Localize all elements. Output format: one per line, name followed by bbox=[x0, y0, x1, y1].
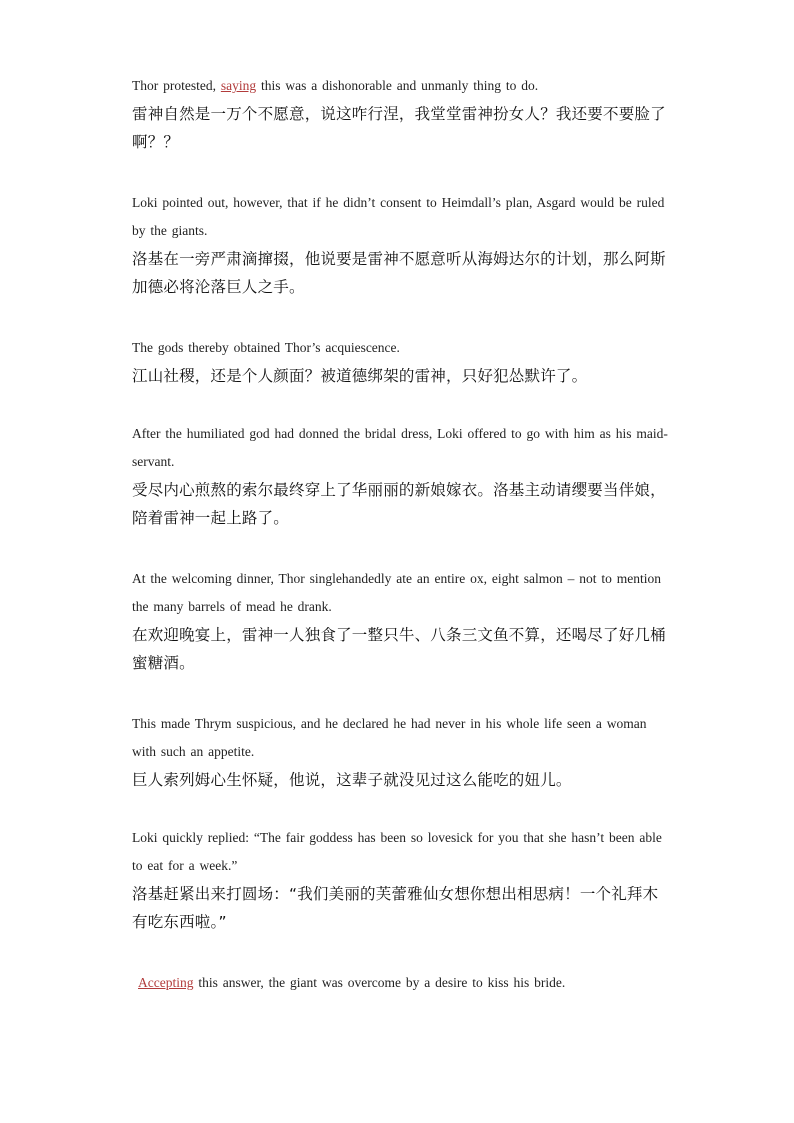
english-sentence: After the humiliated god had donned the bridal dress, Loki offered to go with him as his maid-servant. bbox=[132, 426, 668, 469]
chinese-translation: 受尽内心煎熬的索尔最终穿上了华丽丽的新娘嫁衣。洛基主动请缨要当伴娘，陪着雷神一起上路了。 bbox=[132, 481, 666, 527]
english-sentence: This made Thrym suspicious, and he declared he had never in his whole life seen a woman with such an appetite. bbox=[132, 716, 647, 759]
paragraph-3 bbox=[132, 334, 672, 390]
chinese-translation: 江山社稷，还是个人颜面？被道德绑架的雷神，只好犯怂默许了。 bbox=[132, 367, 588, 385]
paragraph-5 bbox=[132, 565, 672, 677]
paragraph-1 bbox=[132, 72, 672, 156]
highlighted-word: Accepting bbox=[138, 975, 194, 990]
paragraph-2 bbox=[132, 189, 672, 301]
paragraph-8 bbox=[138, 969, 678, 997]
paragraph-6 bbox=[132, 710, 672, 794]
chinese-translation: 在欢迎晚宴上，雷神一人独食了一整只牛、八条三文鱼不算，还喝尽了好几桶蜜糖酒。 bbox=[132, 626, 666, 672]
english-sentence: Thor protested, saying this was a dishonorable and unmanly thing to do. bbox=[132, 78, 539, 93]
paragraph-4 bbox=[132, 420, 672, 532]
english-sentence: Loki quickly replied: “The fair goddess has been so lovesick for you that she hasn’t been able to eat for a week.” bbox=[132, 830, 662, 873]
chinese-translation: 洛基在一旁严肃滴撺掇，他说要是雷神不愿意听从海姆达尔的计划，那么阿斯加德必将沦落巨人之手。 bbox=[132, 250, 666, 296]
highlighted-word: saying bbox=[220, 78, 257, 93]
chinese-translation: 巨人索列姆心生怀疑，他说，这辈子就没见过这么能吃的妞儿。 bbox=[132, 771, 572, 789]
chinese-translation: 洛基赶紧出来打圆场：“我们美丽的芙蕾雅仙女想你想出相思病！一个礼拜木有吃东西啦。” bbox=[132, 885, 659, 931]
chinese-translation: 雷神自然是一万个不愿意，说这咋行涅，我堂堂雷神扮女人？我还要不要脸了啊？？ bbox=[132, 105, 666, 151]
english-sentence: At the welcoming dinner, Thor singlehandedly ate an entire ox, eight salmon – not to mention the many barrels of mead he drank. bbox=[132, 571, 661, 614]
english-sentence: The gods thereby obtained Thor’s acquiescence. bbox=[132, 340, 400, 355]
english-sentence: Loki pointed out, however, that if he didn’t consent to Heimdall’s plan, Asgard would be ruled by the giants. bbox=[132, 195, 665, 238]
paragraph-7 bbox=[132, 824, 672, 936]
english-sentence: Accepting this answer, the giant was overcome by a desire to kiss his bride. bbox=[138, 975, 566, 990]
